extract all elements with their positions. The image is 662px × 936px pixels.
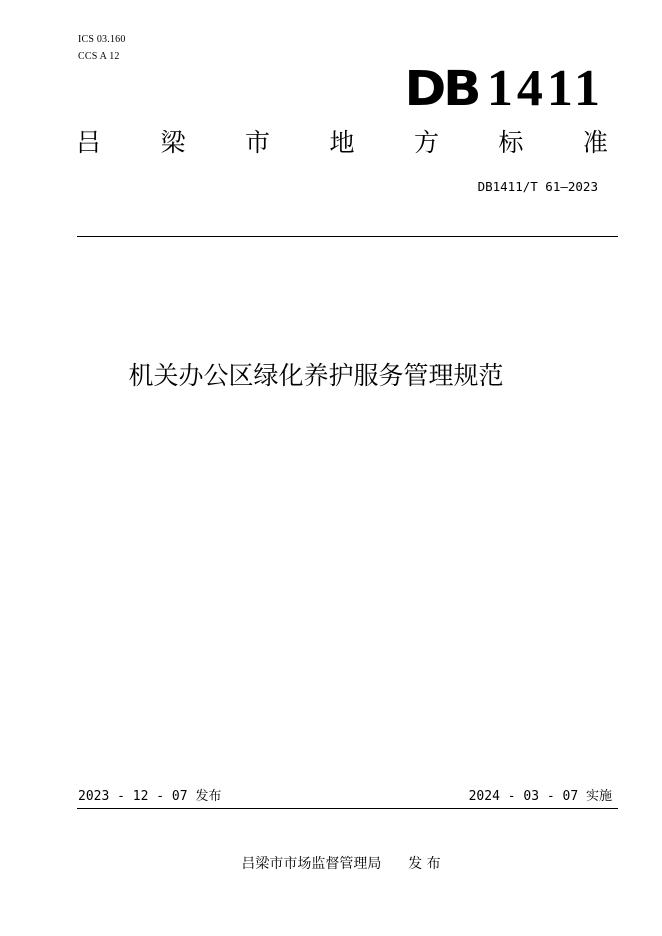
db-logo-prefix: DB [404, 61, 479, 117]
standard-type-char: 标 [498, 128, 524, 157]
top-divider [77, 236, 618, 237]
issuer-action: 发 布 [408, 856, 441, 872]
standard-type-char: 市 [244, 128, 270, 157]
standard-type-char: 准 [582, 128, 608, 157]
issuer-line [0, 854, 662, 874]
db-logo-number: 1411 [486, 60, 604, 117]
standard-number: DB1411/T 61—2023 [477, 179, 598, 194]
standard-type-char: 吕 [76, 128, 102, 157]
bottom-divider [77, 808, 618, 809]
db-standard-logo [404, 60, 604, 117]
ccs-code: CCS A 12 [78, 51, 120, 62]
standard-type-heading [76, 126, 608, 160]
publish-date: 2023 - 12 - 07 发布 [78, 789, 222, 804]
standard-type-char: 梁 [160, 128, 186, 157]
issuer-name: 吕梁市市场监督管理局 [241, 856, 382, 872]
standard-type-char: 方 [413, 128, 439, 157]
standard-type-char: 地 [329, 128, 355, 157]
effective-date: 2024 - 03 - 07 实施 [468, 789, 612, 804]
document-title: 机关办公区绿化养护服务管理规范 [128, 361, 504, 390]
ics-code: ICS 03.160 [78, 34, 126, 45]
